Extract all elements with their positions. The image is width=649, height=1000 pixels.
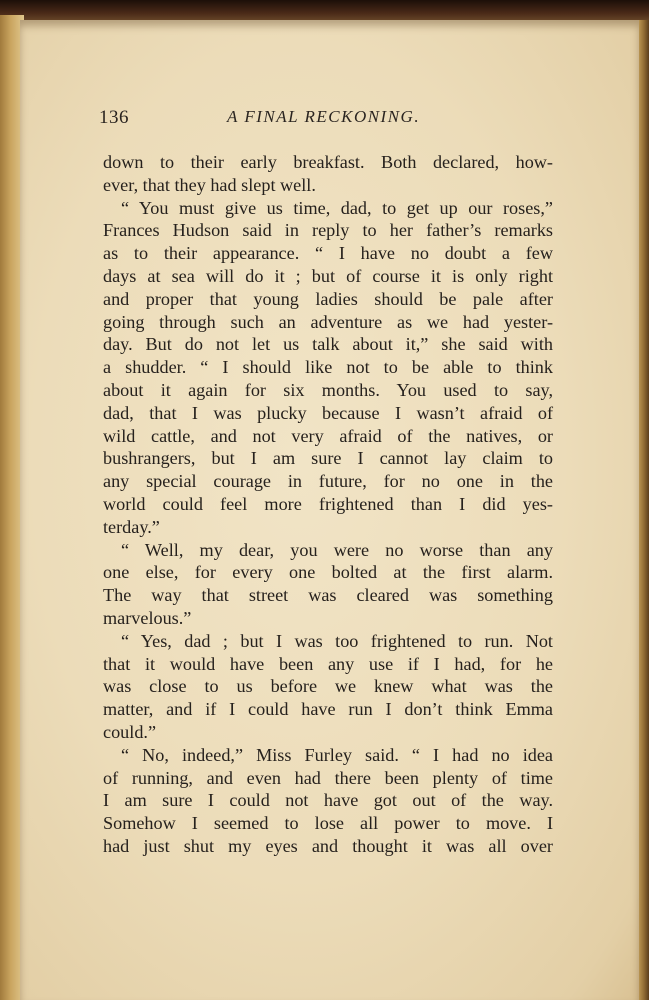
text-line: days at sea will do it ; but of course it is only right <box>103 265 553 286</box>
text-line: that it would have been any use if I had, for he <box>103 653 553 674</box>
text-line: of running, and even had there been plenty of time <box>103 767 553 788</box>
text-line: was close to us before we knew what was the <box>103 676 553 697</box>
text-line: had just shut my eyes and thought it was all over <box>103 835 553 856</box>
text-line: “ No, indeed,” Miss Furley said. “ I had no idea <box>121 744 553 765</box>
text-line: “ You must give us time, dad, to get up our roses,” <box>121 197 553 218</box>
text-line: down to their early breakfast. Both declared, how- <box>103 152 553 172</box>
text-line: day. But do not let us talk about it,” she said with <box>103 334 553 355</box>
text-line: one else, for every one bolted at the first alarm. <box>103 562 553 583</box>
text-line: about it again for six months. You used to say, <box>103 379 553 400</box>
text-line: “ Yes, dad ; but I was too frightened to run. Not <box>121 630 553 651</box>
text-line: as to their appearance. “ I have no doubt a few <box>103 243 553 264</box>
text-line: matter, and if I could have run I don’t think Emma <box>103 699 553 720</box>
text-line: marvelous.” <box>103 607 192 628</box>
text-line: could.” <box>103 721 157 742</box>
text-line: I am sure I could not have got out of the way. <box>103 790 553 811</box>
text-line: Frances Hudson said in reply to her father’s remarks <box>103 220 553 241</box>
text-line: The way that street was cleared was something <box>103 585 553 606</box>
text-line: dad, that I was plucky because I wasn’t afraid of <box>103 402 553 423</box>
text-line: and proper that young ladies should be pale after <box>103 288 553 309</box>
text-line: terday.” <box>103 516 160 537</box>
book-top-edge <box>0 0 649 22</box>
text-line: a shudder. “ I should like not to be able to think <box>103 357 553 378</box>
page-number: 136 <box>99 107 129 128</box>
text-line: wild cattle, and not very afraid of the natives, or <box>103 425 553 446</box>
text-line: Somehow I seemed to lose all power to move. I <box>103 813 553 834</box>
text-line: ever, that they had slept well. <box>103 174 316 195</box>
running-title: A FINAL RECKONING. <box>227 107 421 126</box>
text-line: “ Well, my dear, you were no worse than any <box>121 539 553 560</box>
running-head <box>99 104 551 130</box>
body-text <box>103 151 553 858</box>
text-line: any special courage in future, for no one in the <box>103 471 553 492</box>
text-line: going through such an adventure as we had yester- <box>103 311 553 332</box>
text-line: world could feel more frightened than I did yes- <box>103 493 553 514</box>
text-line: bushrangers, but I am sure I cannot lay claim to <box>103 448 553 469</box>
